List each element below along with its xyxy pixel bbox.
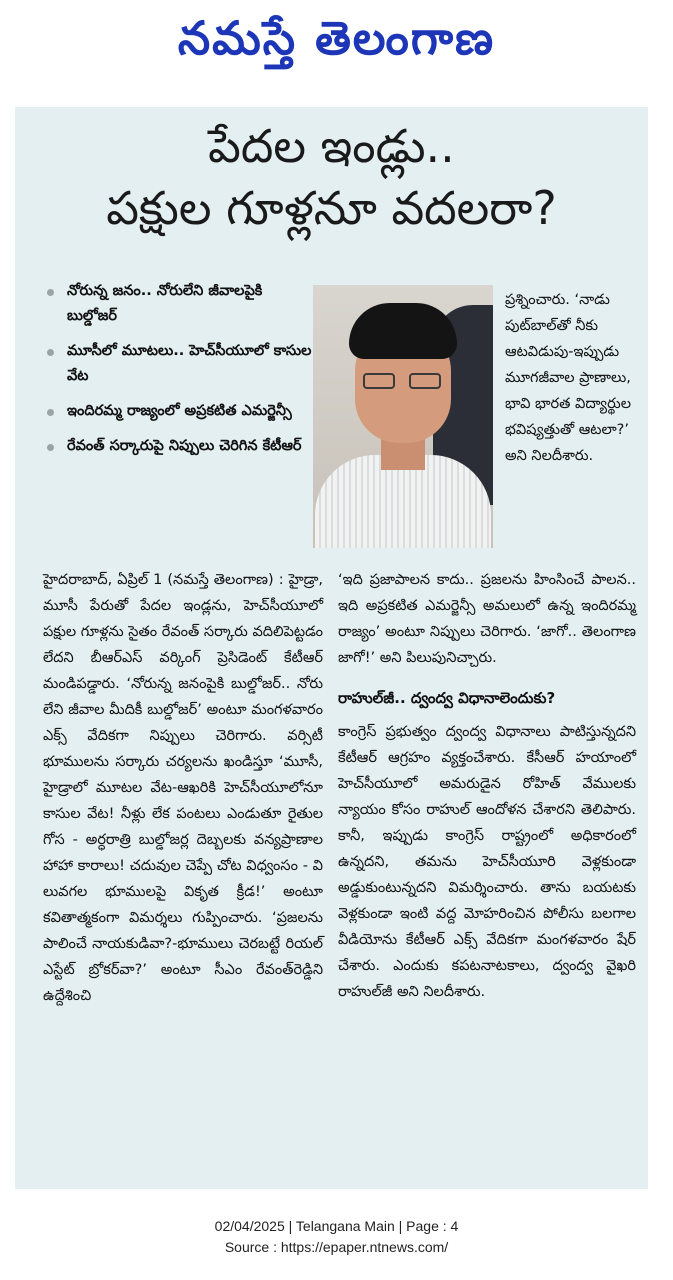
bullet-item: ఇందిరమ్మ రాజ్యంలో అప్రకటిత ఎమర్జెన్సీ [45,399,315,424]
right-column-body [338,567,636,1005]
masthead [0,4,673,84]
left-column-body [43,567,323,1009]
headline [15,115,648,239]
footer [0,1216,673,1258]
bullet-item: మూసీలో మూటలు.. హెచ్‌సీయూలో కాసుల వేట [45,339,315,389]
right-column-top-text: ప్రశ్నించారు. ‘నాడు పుట్‌బాల్‌తో నీకు ఆటవిడుపు-ఇప్పుడు మూగజీవాల ప్రాణాలు, భావి భారత విద్యార్థుల భవిష్యత్తుతో ఆటలా?’ అని నిలదీశారు. [505,292,631,464]
newspaper-logo: నమస్తే తెలంగాణ [177,11,496,65]
headline-line-1: పేదల ఇండ్లు.. [208,119,455,173]
bullet-item: నోరున్న జనం.. నోరులేని జీవాలపైకి బుల్డోజర్ [45,279,315,329]
subheading: రాహుల్‌జీ.. ద్వంద్వ విధానాలెందుకు? [338,689,556,707]
highlight-bullets [45,279,315,469]
headline-line-2: పక్షుల గూళ్లనూ వదలరా? [106,181,557,235]
right-body-paragraph-2: కాంగ్రెస్ ప్రభుత్వం ద్వంద్వ విధానాలు పాటిస్తున్నదని కేటీఆర్ ఆగ్రహం వ్యక్తంచేశారు. కేసీఆర్ హయాంలో హెచ్‌సీయూలో అమరుడైన రోహిత్ వేములకు న్యాయం కోసం రాహుల్ ఆందోళన చేశారని తెలిపారు. కానీ, ఇప్పుడు కాంగ్రెస్ రాష్ట్రంలో అధికారంలో ఉన్నదని, తమను హెచ్‌సీయూరి వెళ్లకుండా అడ్డుకుంటున్నదని విమర్శించారు. తాను బయటకు వెళ్లకుండా ఇంటి వద్ద మోహరించిన పోలీసు బలగాల వీడియోను కేటీఆర్ ఎక్స్ వేదికగా మంగళవారం షేర్ చేశారు. ఎందుకు కపటనాటకాలు, ద్వంద్వ వైఖరి రాహుల్‌జీ అని నిలదీశారు. [338,724,636,1000]
article-clipping [15,107,648,1189]
ktr-photo [313,285,493,548]
left-body-paragraph: హైదరాబాద్, ఏప్రిల్ 1 (నమస్తే తెలంగాణ) : హైడ్రా, మూసీ పేరుతో పేదల ఇండ్లను, హెచ్‌సీయూలో పక్షుల గూళ్లను సైతం రేవంత్ సర్కారు వదిలిపెట్టడం లేదని బీఆర్‌ఎస్ వర్కింగ్ ప్రెసిడెంట్ కేటీఆర్ మండిపడ్డారు. ‘నోరున్న జనంపైకి బుల్డోజర్.. నోరు లేని జీవాల మీదికీ బుల్డోజర్’ అంటూ మంగళవారం ఎక్స్ వేదికగా నిప్పులు చెరిగారు. వర్సిటీ భూములను సర్కారు చర్యలను ఖండిస్తూ ‘మూసీ, హైడ్రాలో మూటల వేట-ఆఖరికి హెచ్‌సీయూలోనూ కాసుల వేట! నీళ్లు లేక పంటలు ఎండుతూ రైతుల గోస - అర్ధరాత్రి బుల్డోజర్ల దెబ్బలకు వన్యప్రాణాల హాహా కారాలు! చదువుల చెప్పే చోట విధ్వంసం - వి లువగల భూములపై వికృత క్రీడ!’ అంటూ కవితాత్మకంగా విమర్శలు గుప్పించారు. ‘ప్రజలను పాలించే నాయకుడివా?-భూములు చెరబట్టే రియల్ ఎస్టేట్ బ్రోకర్‌వా?’ అంటూ సీఎం రేవంత్‌రెడ్డిని ఉద్దేశించి [43,572,323,1004]
footer-date-page: 02/04/2025 | Telangana Main | Page : 4 [214,1218,459,1234]
bullet-item: రేవంత్ సర్కారుపై నిప్పులు చెరిగిన కేటీఆర్ [45,434,315,459]
right-body-paragraph-1: ‘ఇది ప్రజాపాలన కాదు.. ప్రజలను హింసించే పాలన.. ఇది అప్రకటిత ఎమర్జెన్సీ అమలులో ఉన్న ఇందిరమ్మ రాజ్యం’ అంటూ నిప్పులు చెరిగారు. ‘జాగో.. తెలంగాణ జాగో!’ అని పిలుపునిచ్చారు. [338,572,636,666]
footer-source: Source : https://epaper.ntnews.com/ [224,1239,449,1255]
